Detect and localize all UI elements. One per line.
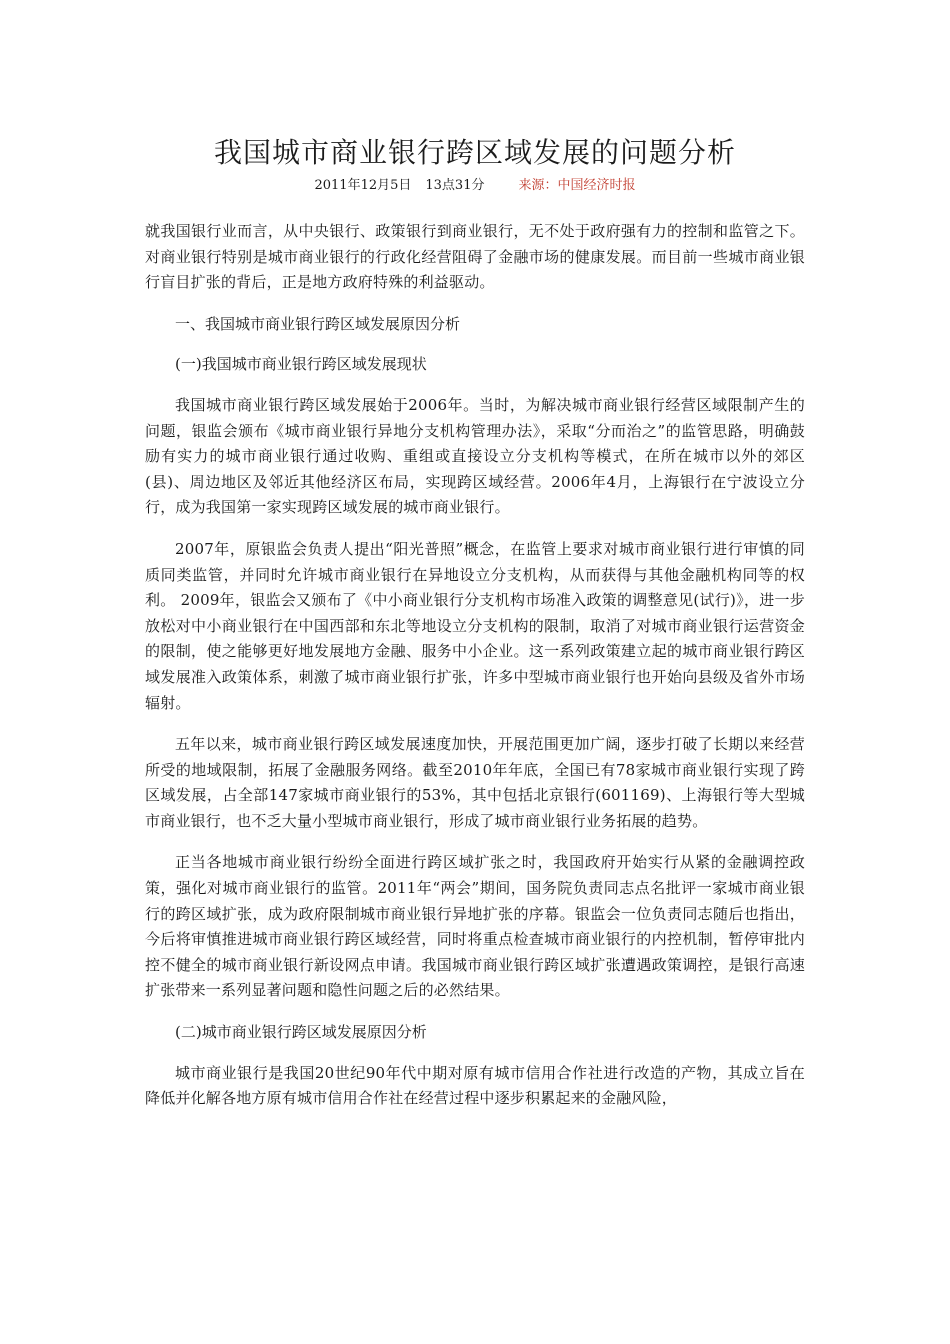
body-paragraph: 2007年，原银监会负责人提出“阳光普照”概念，在监管上要求对城市商业银行进行审慎的同质同类监管，并同时允许城市商业银行在异地设立分支机构，从而获得与其他金融机构同等的权利。 2009年，银监会又颁布了《中小商业银行分支机构市场准入政策的调整意见(试行)》，进一步放松对中小商业银行在中国西部和东北等地设立分支机构的限制，取消了对城市商业银行运营资金的限制，使之能够更好地发展地方金融、服务中小企业。这一系列政策建立起的城市商业银行跨区域发展准入政策体系，刺激了城市商业银行扩张，许多中型城市商业银行也开始向县级及省外市场辐射。 (145, 539, 805, 712)
body-paragraph: 我国城市商业银行跨区域发展始于2006年。当时，为解决城市商业银行经营区域限制产生的问题，银监会颁布《城市商业银行异地分支机构管理办法》，采取“分而治之”的监管思路，明确鼓励有实力的城市商业银行通过收购、重组或直接设立分支机构等模式，在所在城市以外的郊区(县)、周边地区及邻近其他经济区布局，实现跨区域经营。2006年4月，上海银行在宁波设立分行，成为我国第一家实现跨区域发展的城市商业银行。 (145, 395, 805, 517)
article-title: 我国城市商业银行跨区域发展的问题分析 (213, 136, 736, 169)
article-meta (0, 176, 950, 196)
article-body (145, 219, 805, 1128)
intro-paragraph: 就我国银行业而言，从中央银行、政策银行到商业银行，无不处于政府强有力的控制和监管之下。对商业银行特别是城市商业银行的行政化经营阻碍了金融市场的健康发展。而目前一些城市商业银行盲目扩张的背后，正是地方政府特殊的利益驱动。 (145, 222, 805, 292)
subsection-heading-1: (一)我国城市商业银行跨区域发展现状 (175, 355, 427, 374)
article-date: 2011年12月5日 (314, 178, 412, 193)
body-paragraph: 城市商业银行是我国20世纪90年代中期对原有城市信用合作社进行改造的产物，其成立旨在降低并化解各地方原有城市信用合作社在经营过程中逐步积累起来的金融风险， (145, 1063, 805, 1108)
body-paragraph: 正当各地城市商业银行纷纷全面进行跨区域扩张之时，我国政府开始实行从紧的金融调控政策，强化对城市商业银行的监管。2011年“两会”期间，国务院负责同志点名批评一家城市商业银行的跨区域扩张，成为政府限制城市商业银行异地扩张的序幕。银监会一位负责同志随后也指出，今后将审慎推进城市商业银行跨区域经营，同时将重点检查城市商业银行的内控机制，暂停审批内控不健全的城市商业银行新设网点申请。我国城市商业银行跨区域扩张遭遇政策调控，是银行高速扩张带来一系列显著问题和隐性问题之后的必然结果。 (145, 853, 805, 1000)
article-time: 13点31分 (425, 178, 485, 193)
section-heading-1: 一、我国城市商业银行跨区域发展原因分析 (175, 314, 461, 333)
body-paragraph: 五年以来，城市商业银行跨区域发展速度加快，开展范围更加广阔，逐步打破了长期以来经营所受的地域限制，拓展了金融服务网络。截至2010年年底，全国已有78家城市商业银行实现了跨区域发展，占全部147家城市商业银行的53%，其中包括北京银行(601169)、上海银行等大型城市商业银行，也不乏大量小型城市商业银行，形成了城市商业银行业务拓展的趋势。 (145, 735, 805, 830)
article-source: 来源：中国经济时报 (518, 178, 636, 193)
subsection-heading-2: (二)城市商业银行跨区域发展原因分析 (175, 1023, 427, 1042)
